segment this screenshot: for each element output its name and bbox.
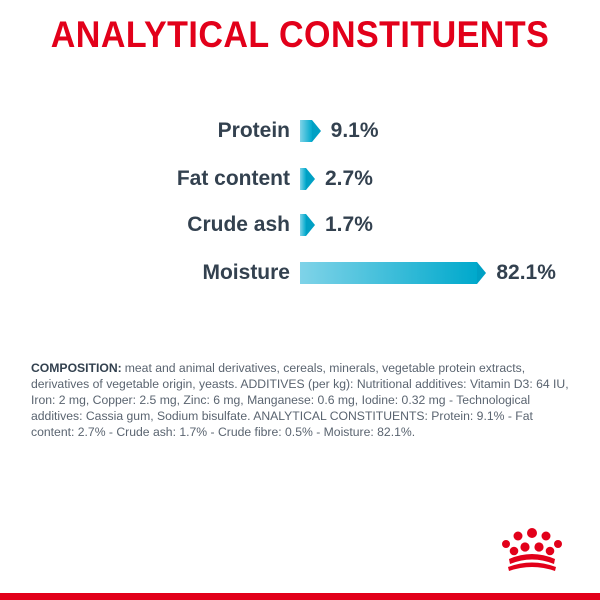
category-label-fat: Fat content [176,167,290,190]
bar-moisture [300,262,477,284]
chart-row [0,164,600,194]
category-label-ash: Crude ash [187,213,290,236]
composition-text-block [31,360,571,440]
chart-row [0,258,600,288]
bar-protein [300,120,312,142]
category-label-moisture: Moisture [202,261,290,284]
bar-tip-protein [312,120,321,142]
bar-tip-fat [306,168,315,190]
bar-tip-ash [306,214,315,236]
category-label-protein: Protein [217,119,290,142]
chart-row [0,116,600,146]
value-label-ash: 1.7% [325,213,373,236]
composition-body: meat and animal derivatives, cereals, minerals, vegetable protein extracts, derivatives of vegetable origin, yeasts. ADDITIVES (per kg): Nutritional additives: Vitamin D3: 64 IU, Iron: 2 mg, Copper: 2.5 mg, Zinc: 6 mg, Manganese: 0.6 mg, Iodine: 0.32 mg - Technological additives: Cassia gum, Sodium bisulfate. ANALYTICAL CONSTITUENTS: Protein: 9.1% - Fat content: 2.7% - Crude ash: 1.7% - Crude fibre: 0.5% - Moisture: 82.1%. [31,361,569,439]
constituents-chart [0,100,600,300]
value-label-moisture: 82.1% [496,261,556,284]
page-title: ANALYTICAL CONSTITUENTS [50,14,550,55]
bar-tip-moisture [477,262,486,284]
chart-row [0,210,600,240]
value-label-fat: 2.7% [325,167,373,190]
footer-red-bar [0,593,600,600]
crown-logo-icon [494,527,570,577]
value-label-protein: 9.1% [330,119,379,142]
composition-heading: COMPOSITION: [31,361,122,375]
